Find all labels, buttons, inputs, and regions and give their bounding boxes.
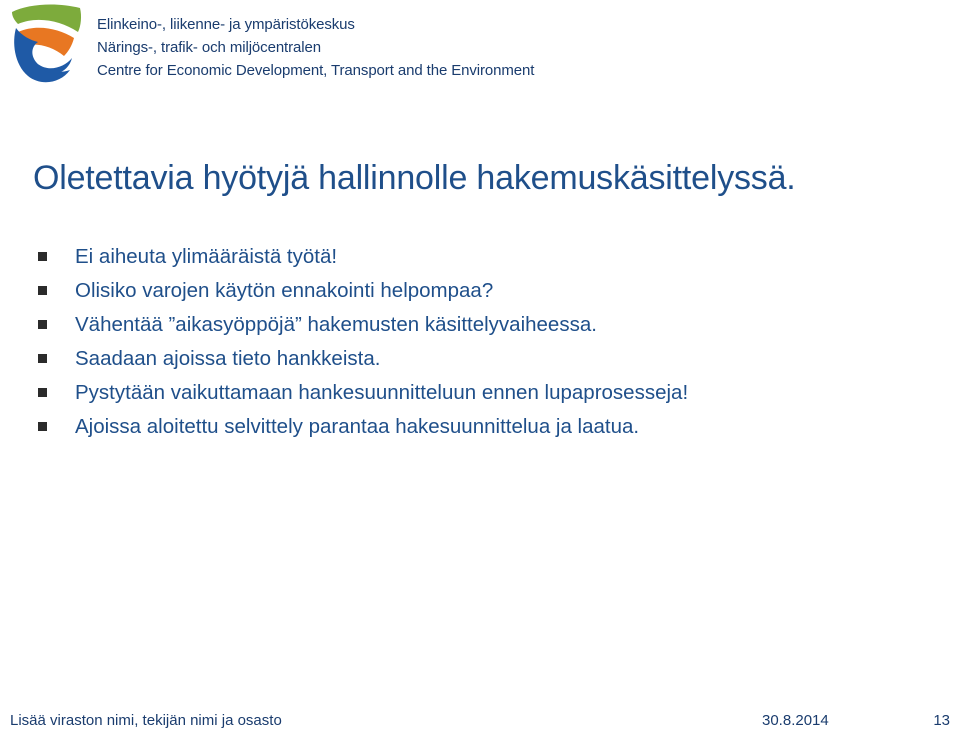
header bbox=[0, 0, 600, 92]
bullet-text: Pystytään vaikuttamaan hankesuunnitteluun ennen lupaprosesseja! bbox=[75, 381, 689, 404]
slide-title: Oletettavia hyötyjä hallinnolle hakemuskäsittelyssä. bbox=[33, 159, 796, 197]
bullet-item bbox=[34, 412, 688, 446]
bullet-list bbox=[34, 242, 688, 446]
square-bullet-icon bbox=[38, 252, 47, 261]
bullet-item bbox=[34, 310, 688, 344]
bullet-item bbox=[34, 344, 688, 378]
org-name-finnish: Elinkeino-, liikenne- ja ympäristökeskus bbox=[97, 16, 355, 33]
bullet-text: Ei aiheuta ylimääräistä työtä! bbox=[75, 245, 338, 268]
footer-author-info: Lisää viraston nimi, tekijän nimi ja osasto bbox=[10, 712, 282, 729]
square-bullet-icon bbox=[38, 286, 47, 295]
ely-centre-logo-icon bbox=[8, 2, 84, 86]
square-bullet-icon bbox=[38, 320, 47, 329]
bullet-text: Olisiko varojen käytön ennakointi helpompaa? bbox=[75, 279, 494, 302]
bullet-item bbox=[34, 242, 688, 276]
bullet-text: Vähentää ”aikasyöppöjä” hakemusten käsittelyvaiheessa. bbox=[75, 313, 597, 336]
bullet-item bbox=[34, 378, 688, 412]
bullet-text: Ajoissa aloitettu selvittely parantaa hakesuunnittelua ja laatua. bbox=[75, 415, 640, 438]
org-name-english: Centre for Economic Development, Transport and the Environment bbox=[97, 62, 535, 79]
page-number: 13 bbox=[933, 712, 950, 729]
bullet-item bbox=[34, 276, 688, 310]
org-name-swedish: Närings-, trafik- och miljöcentralen bbox=[97, 39, 321, 56]
square-bullet-icon bbox=[38, 388, 47, 397]
footer bbox=[0, 712, 960, 733]
square-bullet-icon bbox=[38, 422, 47, 431]
footer-date: 30.8.2014 bbox=[762, 712, 829, 729]
square-bullet-icon bbox=[38, 354, 47, 363]
bullet-text: Saadaan ajoissa tieto hankkeista. bbox=[75, 347, 381, 370]
organization-names bbox=[97, 13, 534, 82]
